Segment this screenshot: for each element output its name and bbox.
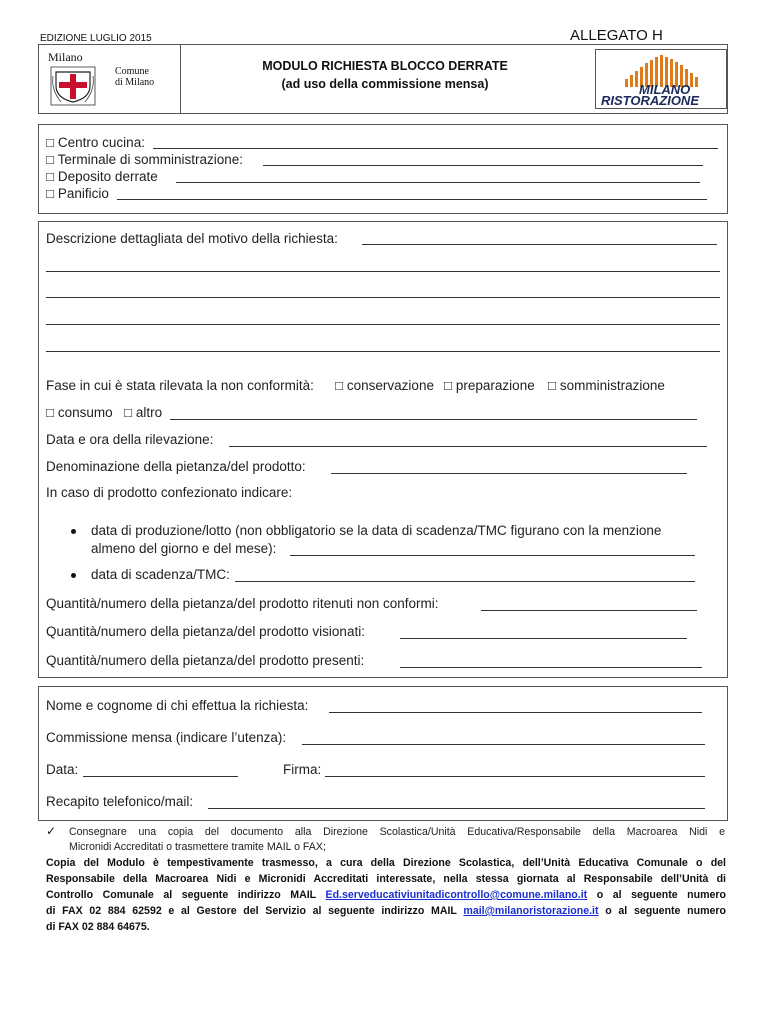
annex-label: ALLEGATO H <box>570 27 663 44</box>
control-unit-email-link[interactable]: Ed.serveducativiunitadicontrollo@comune.milano.it <box>325 889 588 901</box>
detection-datetime-field[interactable] <box>229 446 707 447</box>
form-title: MODULO RICHIESTA BLOCCO DERRATE <box>262 59 508 73</box>
transmission-note-line: Responsabile della Macroarea Nidi e Micronidi Accreditati interessate, nella stessa giornata al Responsabile dell’Unità di <box>46 873 726 885</box>
form-subtitle: (ad uso della commissione mensa) <box>281 77 489 91</box>
milano-ristorazione-logo-icon <box>595 49 727 109</box>
description-line[interactable] <box>46 351 720 352</box>
contact-label: Recapito telefonico/mail: <box>46 794 194 809</box>
transmission-note-line: di FAX 02 884 62592 e al Gestore del Servizio al seguente indirizzo MAIL mail@milanoristorazione.it o al seguente numero <box>46 905 726 917</box>
expiry-field[interactable] <box>235 581 695 582</box>
committee-label: Commissione mensa (indicare l’utenza): <box>46 730 287 745</box>
phase-option-conservazione[interactable]: □ conservazione <box>335 378 434 393</box>
mr-logo-line1: MILANO <box>639 82 691 97</box>
altro-field[interactable] <box>170 419 697 420</box>
product-name-field[interactable] <box>331 473 687 474</box>
qty-nonconform-field[interactable] <box>481 610 697 611</box>
production-date-field[interactable] <box>290 555 695 556</box>
milano-crest-icon <box>50 66 96 106</box>
checkmark-icon: ✓ <box>46 824 57 838</box>
detection-datetime-label: Data e ora della rilevazione: <box>46 432 214 447</box>
deposito-field[interactable] <box>176 182 700 183</box>
qty-inspected-field[interactable] <box>400 638 687 639</box>
production-date-label: data di produzione/lotto (non obbligatorio se la data di scadenza/TMC figurano con la menzione <box>91 523 662 538</box>
description-line[interactable] <box>46 297 720 298</box>
requester-name-label: Nome e cognome di chi effettua la richiesta: <box>46 698 309 713</box>
bullet-icon <box>71 573 76 578</box>
milano-logo-comune: Comune di Milano <box>115 66 155 88</box>
phase-option-preparazione[interactable]: □ preparazione <box>444 378 535 393</box>
production-date-label-cont: almeno del giorno e del mese): <box>91 541 277 556</box>
expiry-label: data di scadenza/TMC: <box>91 567 230 582</box>
phase-option-altro[interactable]: □ altro <box>124 405 163 420</box>
edition-label: EDIZIONE LUGLIO 2015 <box>40 33 152 44</box>
date-field[interactable] <box>83 776 238 777</box>
transmission-note-line: Copia del Modulo è tempestivamente trasmesso, a cura della Direzione Scolastica, dell’Unità Educativa Comunale o del <box>46 857 726 869</box>
option-panificio[interactable]: □ Panificio <box>46 186 109 201</box>
requester-name-field[interactable] <box>329 712 702 713</box>
option-terminale[interactable]: □ Terminale di somministrazione: <box>46 152 243 167</box>
qty-present-label: Quantità/numero della pietanza/del prodotto presenti: <box>46 653 365 668</box>
service-manager-email-link[interactable]: mail@milanoristorazione.it <box>463 905 599 917</box>
panificio-field[interactable] <box>117 199 707 200</box>
phase-option-somministrazione[interactable]: □ somministrazione <box>548 378 665 393</box>
description-field[interactable] <box>362 244 717 245</box>
delivery-note-cont: Micronidi Accreditati o trasmettere tramite MAIL o FAX; <box>69 841 326 853</box>
date-label: Data: <box>46 762 79 777</box>
phase-option-consumo[interactable]: □ consumo <box>46 405 113 420</box>
option-centro-cucina[interactable]: □ Centro cucina: <box>46 135 145 150</box>
bullet-icon <box>71 529 76 534</box>
milano-logo-city: Milano <box>48 50 83 64</box>
product-name-label: Denominazione della pietanza/del prodotto: <box>46 459 306 474</box>
terminale-field[interactable] <box>263 165 703 166</box>
signature-label: Firma: <box>283 762 322 777</box>
packaged-intro: In caso di prodotto confezionato indicare: <box>46 485 293 500</box>
delivery-note: Consegnare una copia del documento alla Direzione Scolastica/Unità Educativa/Responsabile della Macroarea Nidi e <box>69 826 725 838</box>
transmission-note-line: di FAX 02 884 64675. <box>46 921 150 933</box>
signature-field[interactable] <box>325 776 705 777</box>
description-line[interactable] <box>46 324 720 325</box>
centro-cucina-field[interactable] <box>153 148 718 149</box>
qty-inspected-label: Quantità/numero della pietanza/del prodotto visionati: <box>46 624 365 639</box>
committee-field[interactable] <box>302 744 705 745</box>
description-label: Descrizione dettagliata del motivo della richiesta: <box>46 231 338 246</box>
contact-field[interactable] <box>208 808 705 809</box>
phase-label: Fase in cui è stata rilevata la non conformità: <box>46 378 314 393</box>
qty-present-field[interactable] <box>400 667 702 668</box>
qty-nonconform-label: Quantità/numero della pietanza/del prodotto ritenuti non conformi: <box>46 596 439 611</box>
description-line[interactable] <box>46 271 720 272</box>
mr-logo-line2: RISTORAZIONE <box>601 93 699 108</box>
option-deposito[interactable]: □ Deposito derrate <box>46 169 158 184</box>
transmission-note-line: Controllo Comunale al seguente indirizzo MAIL Ed.serveducativiunitadicontrollo@comune.milano.it o al seguente numero <box>46 889 726 901</box>
